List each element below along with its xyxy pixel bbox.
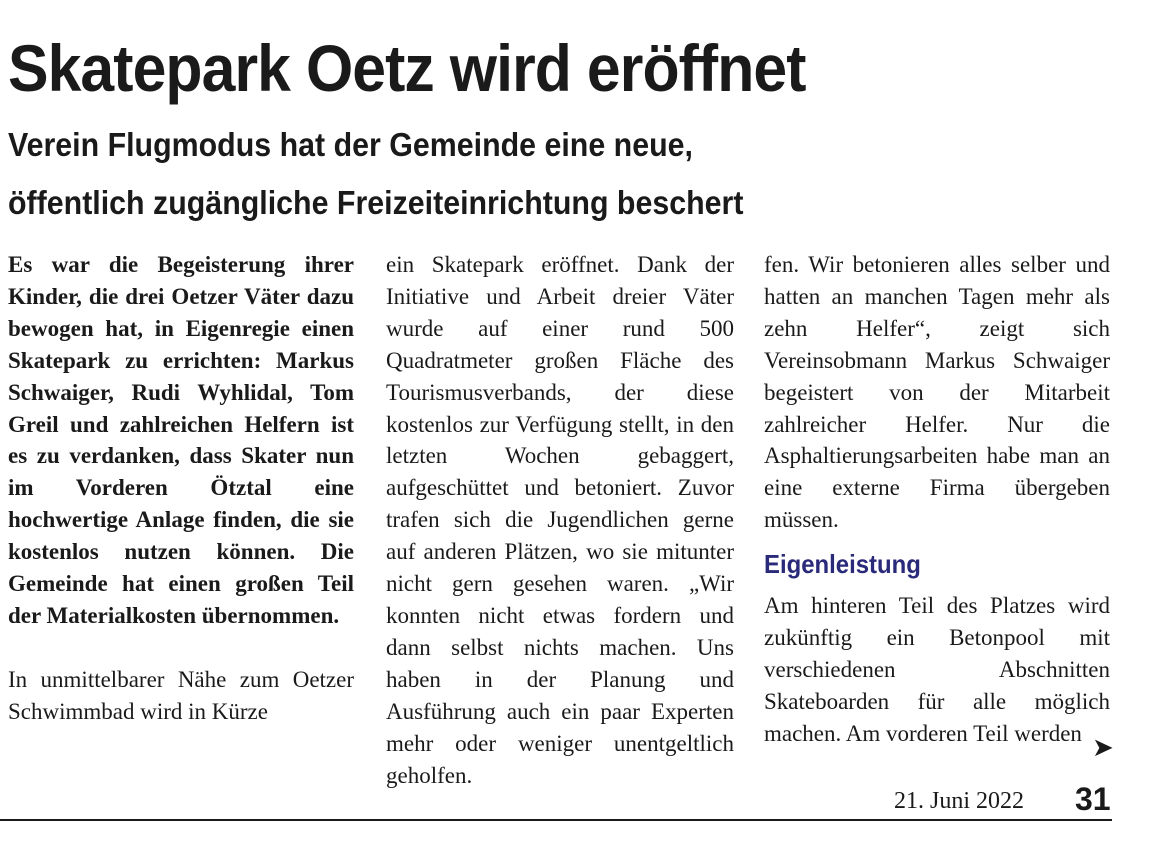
headline: Skatepark Oetz wird eröffnet bbox=[8, 31, 806, 105]
page-number: 31 bbox=[1075, 781, 1111, 817]
article-column-3 bbox=[764, 249, 1110, 750]
footer-rule bbox=[0, 819, 1112, 821]
body-paragraph-2: ein Skatepark eröffnet. Dank der Initiative und Arbeit dreier Väter wurde auf einer rund 500 Quadratmeter großen Fläche des Tourismusverbands, der diese kostenlos zur Verfügung stellt, in den letzten Wochen gebaggert, aufgeschüttet und betoniert. Zuvor trafen sich die Jugendlichen gerne auf anderen Plätzen, wo sie mitunter nicht gern gesehen waren. „Wir konnten nicht etwas fordern und dann selbst nichts machen. Uns haben in der Planung und Ausführung auch ein paar Experten mehr oder weniger unentgeltlich geholfen. bbox=[386, 252, 734, 788]
body-paragraph-4: Am hinteren Teil des Platzes wird zukünftig ein Betonpool mit verschiedenen Abschnitten Skateboarden für alle möglich machen. Am vorderen Teil werden bbox=[764, 593, 1110, 746]
footer-date: 21. Juni 2022 bbox=[894, 788, 1025, 814]
continue-arrow-icon: ➤ bbox=[1092, 733, 1114, 763]
article-column-1 bbox=[8, 249, 354, 728]
section-heading: Eigenleistung bbox=[764, 549, 921, 580]
subheadline-line-1: Verein Flugmodus hat der Gemeinde eine neue, bbox=[8, 126, 693, 163]
lead-paragraph: Es war die Begeisterung ihrer Kinder, die drei Oetzer Väter dazu bewogen hat, in Eigenregie einen Skatepark zu errichten: Markus Schwaiger, Rudi Wyhlidal, Tom Greil und zahlreichen Helfern ist es zu verdanken, dass Skater nun im Vorderen Ötztal eine hochwertige Anlage finden, die sie kostenlos nutzen können. Die Gemeinde hat einen großen Teil der Materialkosten übernommen. bbox=[8, 252, 354, 628]
subheadline-line-2: öffentlich zugängliche Freizeiteinrichtung beschert bbox=[8, 184, 744, 221]
paragraph-gap bbox=[8, 632, 354, 664]
body-paragraph-1: In unmittelbarer Nähe zum Oetzer Schwimmbad wird in Kürze bbox=[8, 666, 354, 724]
body-paragraph-3: fen. Wir betonieren alles selber und hatten an manchen Tagen mehr als zehn Helfer“, zeigt sich Vereinsobmann Markus Schwaiger begeistert von der Mitarbeit zahlreicher Helfer. Nur die Asphaltierungsarbeiten habe man an eine externe Firma übergeben müssen. bbox=[764, 252, 1110, 533]
article-column-2 bbox=[386, 249, 734, 791]
subheadline bbox=[8, 116, 743, 232]
